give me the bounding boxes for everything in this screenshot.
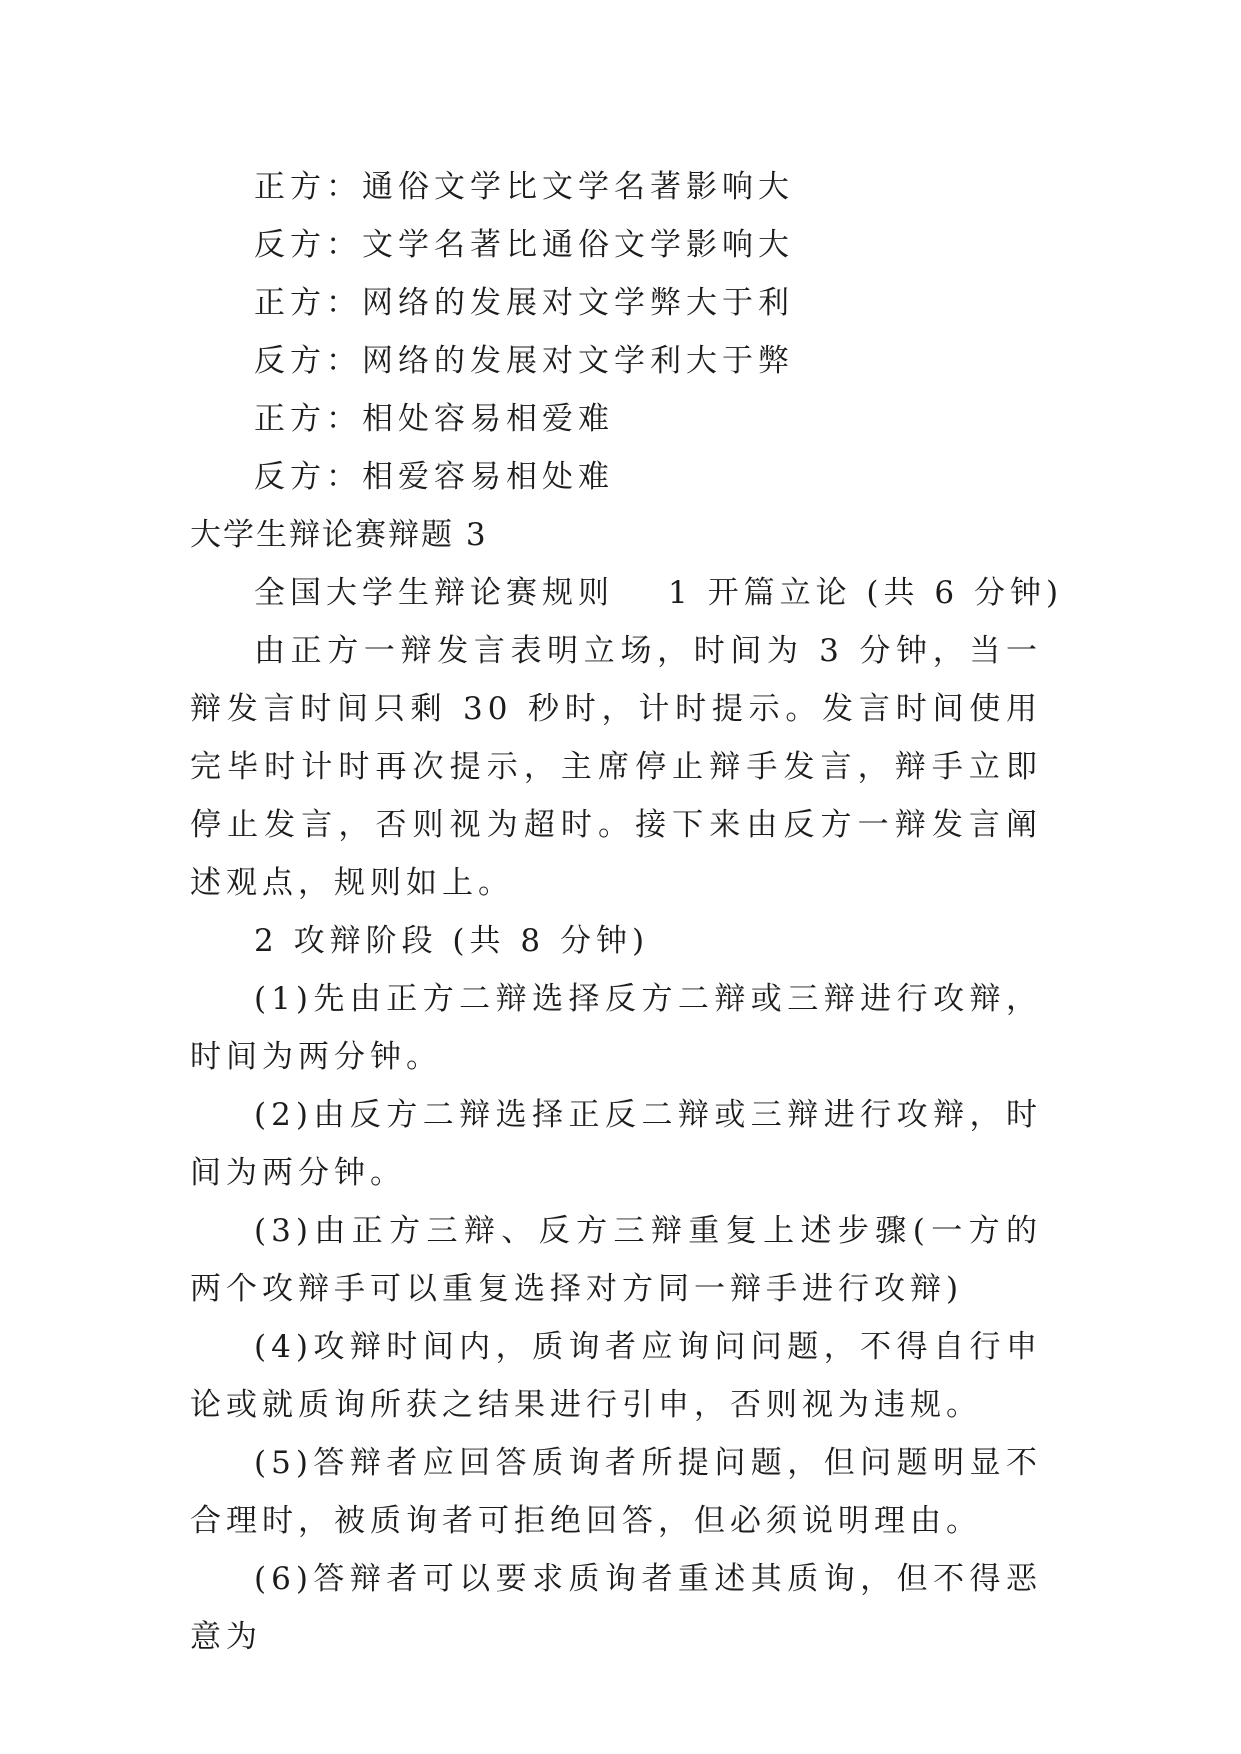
side-label: 正方： bbox=[254, 401, 362, 437]
side-label: 正方： bbox=[254, 285, 362, 321]
part1-heading: 1 开篇立论 (共 6 分钟) bbox=[668, 575, 1064, 611]
topic-text: 网络的发展对文学弊大于利 bbox=[362, 285, 794, 321]
part1-paragraph: 由正方一辩发言表明立场，时间为 3 分钟，当一辩发言时间只剩 30 秒时，计时提示。发言时间使用完毕时计时再次提示，主席停止辩手发言，辩手立即停止发言，否则视为超时。接下来由反方一辩发言阐述观点，规则如上。 bbox=[190, 633, 1042, 901]
topic-text: 文学名著比通俗文学影响大 bbox=[362, 227, 794, 263]
rule-item: (1)先由正方二辩选择反方二辩或三辩进行攻辩，时间为两分钟。 bbox=[190, 981, 1042, 1075]
side-label: 反方： bbox=[254, 459, 362, 495]
topic-text: 通俗文学比文学名著影响大 bbox=[362, 169, 794, 205]
rule-item: (5)答辩者应回答质询者所提问题，但问题明显不合理时，被质询者可拒绝回答，但必须说明理由。 bbox=[190, 1445, 1042, 1539]
part2-heading: 2 攻辩阶段 (共 8 分钟) bbox=[254, 923, 650, 959]
debate-topic-line bbox=[190, 332, 1042, 390]
side-label: 反方： bbox=[254, 343, 362, 379]
side-label: 反方： bbox=[254, 227, 362, 263]
debate-topic-line bbox=[190, 158, 1042, 216]
section-title: 大学生辩论赛辩题 3 bbox=[190, 517, 488, 553]
rule-item: (3)由正方三辩、反方三辩重复上述步骤(一方的两个攻辩手可以重复选择对方同一辩手进行攻辩) bbox=[190, 1213, 1042, 1307]
document-body bbox=[190, 158, 1064, 1666]
topic-text: 相爱容易相处难 bbox=[362, 459, 614, 495]
rules-title-line bbox=[190, 564, 1064, 622]
debate-topic-line bbox=[190, 448, 1042, 506]
topic-text: 相处容易相爱难 bbox=[362, 401, 614, 437]
debate-topic-line bbox=[190, 216, 1042, 274]
debate-topic-line bbox=[190, 274, 1042, 332]
rule-item: (4)攻辩时间内，质询者应询问问题，不得自行申论或就质询所获之结果进行引申，否则视为违规。 bbox=[190, 1329, 1042, 1423]
debate-topic-line bbox=[190, 390, 1042, 448]
rule-item: (6)答辩者可以要求质询者重述其质询，但不得恶意为 bbox=[190, 1561, 1042, 1655]
side-label: 正方： bbox=[254, 169, 362, 205]
rules-title: 全国大学生辩论赛规则 bbox=[254, 575, 614, 611]
rule-item: (2)由反方二辩选择正反二辩或三辩进行攻辩，时间为两分钟。 bbox=[190, 1097, 1042, 1191]
topic-text: 网络的发展对文学利大于弊 bbox=[362, 343, 794, 379]
